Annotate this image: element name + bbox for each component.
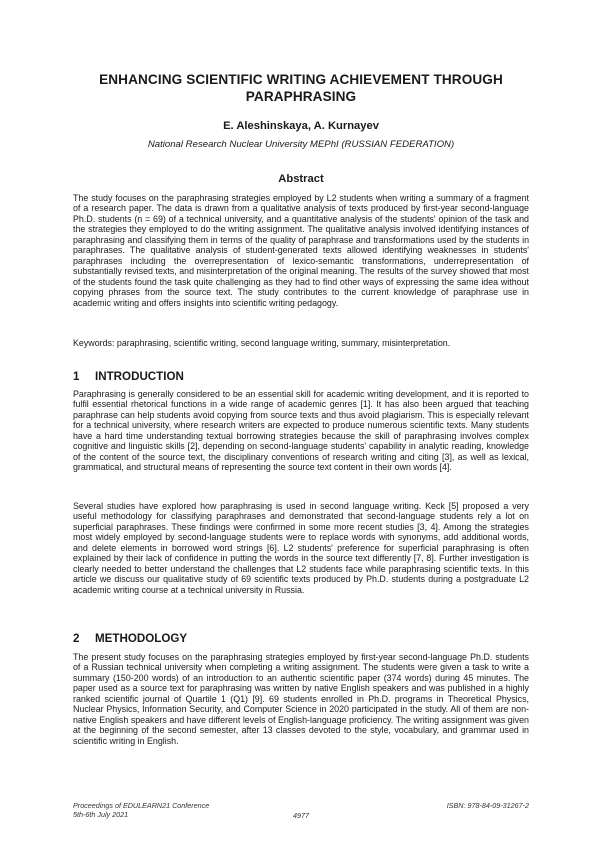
section-title: METHODOLOGY — [95, 632, 188, 645]
abstract-text: The study focuses on the paraphrasing strategies employed by L2 students when writing a summary of a fragment of a research paper. The data is drawn from a qualitative analysis of texts produced by first-year second-language Ph.D. students (n = 69) of a technical university, and a quantitative analysis of the students' opinion of the task and the strategies they employed to do the writing assignment. The qualitative analysis involved identifying instances of paraphrasing and classifying them in terms of the quality of paraphrase and transformations used by the students in paraphrases. The qualitative analysis of student-generated texts allowed identifying weaknesses in students' paraphrases including the overrepresentation of lexico-semantic transformations, underrepresentation of substantially revised texts, and misinterpretation of the original meaning. The results of the survey showed that most of the students found the task quite challenging as they had to find other ways of expressing the same idea without copying phrases from the source text. The study contributes to the current knowledge of paraphrase use in academic writing and offers insights into scientific writing pedagogy. — [73, 193, 529, 308]
section-heading-methodology — [73, 632, 187, 645]
keywords: Keywords: paraphrasing, scientific writing, second language writing, summary, misinterpretation. — [73, 338, 451, 348]
paper-authors: E. Aleshinskaya, A. Kurnayev — [223, 120, 379, 132]
abstract-heading: Abstract — [278, 173, 324, 185]
isbn: ISBN: 978-84-09-31267-2 — [446, 801, 529, 810]
section-title: INTRODUCTION — [95, 370, 184, 383]
conference-dates: 5th-6th July 2021 — [73, 810, 129, 819]
introduction-paragraph-1: Paraphrasing is generally considered to be an essential skill for academic writing development, and it is reported to fulfil essential rhetorical functions in a wide range of academic genres [1]. It has also been argued that teaching paraphrase can help students avoid copying from source texts and thus avoid plagiarism. This is especially relevant for a technical university, where research writers are expected to produce numerous scientific texts. Many students have a hard time understanding textual borrowing strategies because the skill of paraphrasing involves complex cognitive and linguistic skills [2], depending on second-language students' capability in analytic reading, knowledge of the content of the source text, the disciplinary conventions of research writing and citing [3], as well as lexical, grammatical, and structural means of representing the source text content in their own words [4]. — [73, 389, 529, 473]
author-affiliation: National Research Nuclear University MEPhI (RUSSIAN FEDERATION) — [147, 139, 455, 150]
section-number: 1 — [73, 370, 80, 383]
methodology-paragraph-1: The present study focuses on the paraphrasing strategies employed by first-year second-language Ph.D. students of a Russian technical university when completing a writing assignment. The students were given a task to write a summary (150-200 words) of an introduction to an authentic scientific paper (374 words) during 45 minutes. The paper used as a source text for paraphrasing was written by native English speakers and was published in a highly ranked scientific journal of Quartile 1 (Q1) [9]. 69 students enrolled in Ph.D. programs in Theoretical Physics, Nuclear Physics, Information Security, and Computer Science in 2020 participated in the study. All of them are non-native English speakers and have different levels of English-language proficiency. The writing assignment was given at the beginning of the second semester, after 13 classes devoted to the style, vocabulary, and grammar used in scientific writing in English. — [73, 652, 529, 746]
page-number: 4977 — [293, 811, 309, 820]
paper-title: ENHANCING SCIENTIFIC WRITING ACHIEVEMENT THROUGH PARAPHRASING — [99, 72, 503, 104]
introduction-paragraph-2: Several studies have explored how paraphrasing is used in second language writing. Keck [5] proposed a very useful methodology for classifying paraphrases and demonstrated that second-language students rely a lot on superficial paraphrases. These findings were confirmed in some more recent studies [3, 4]. Among the strategies most widely employed by second-language students were to replace words with synonyms, add additional words, and delete elements in borrowed word strings [6]. L2 students' preference for superficial paraphrasing is often explained by their lack of confidence in putting the words in the source text differently [7, 8]. Further investigation is clearly needed to better understand the challenges that L2 students face while paraphrasing scientific texts. In this article we discuss our qualitative study of 69 scientific texts produced by Ph.D. students during a postgraduate L2 academic writing course at a technical university in Russia. — [73, 501, 529, 595]
proceedings-name: Proceedings of EDULEARN21 Conference — [73, 801, 210, 810]
section-number: 2 — [73, 632, 80, 645]
section-heading-introduction — [73, 370, 184, 383]
